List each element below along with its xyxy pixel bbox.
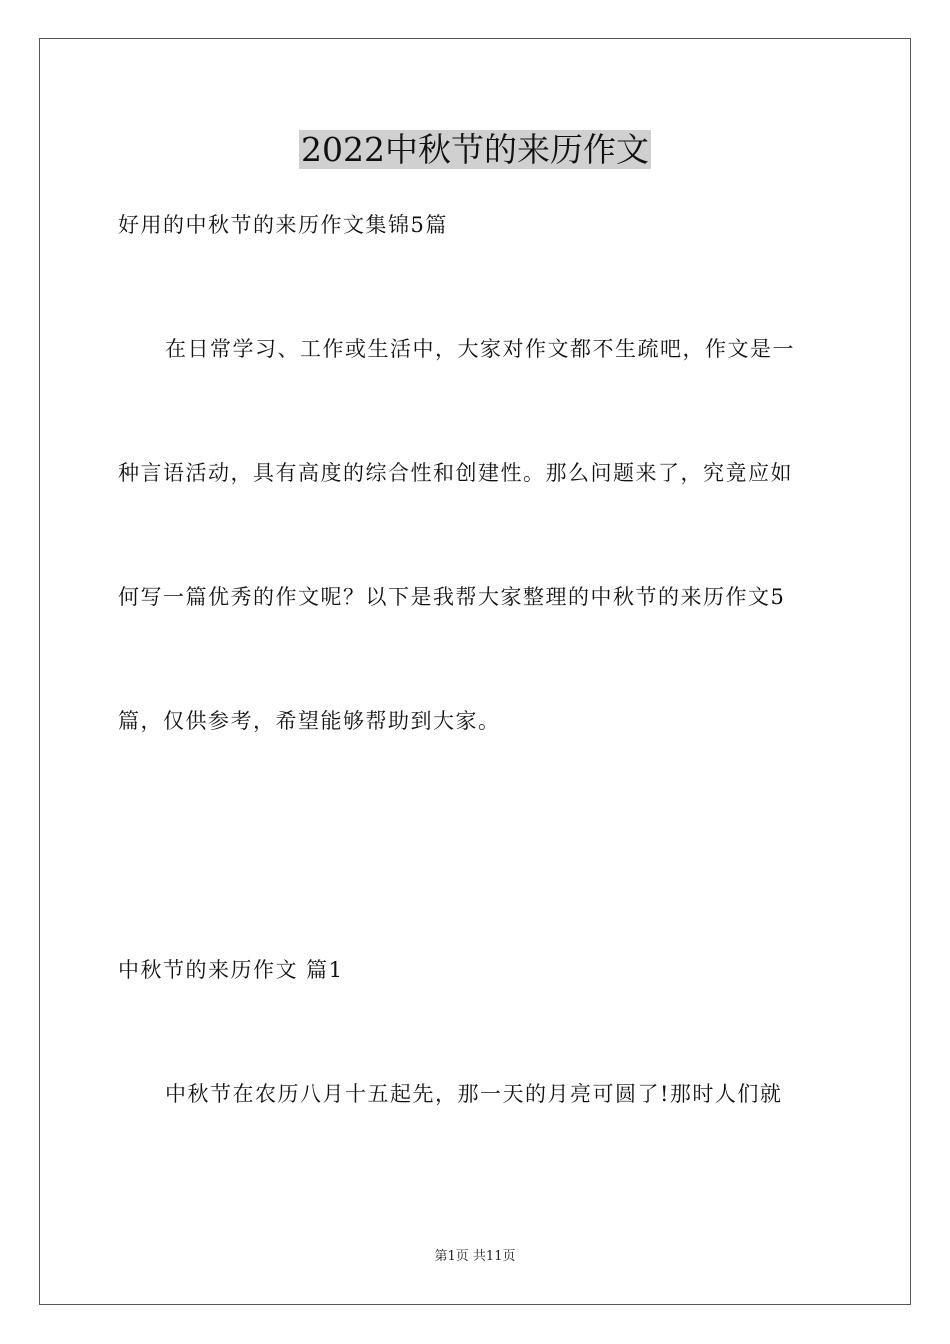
intro-line-3: 何写一篇优秀的作文呢？以下是我帮大家整理的中秋节的来历作文5 bbox=[118, 585, 786, 609]
section-paragraph-line: 中秋节在农历八月十五起先，那一天的月亮可圆了!那时人们就 bbox=[165, 1082, 783, 1106]
document-subtitle: 好用的中秋节的来历作文集锦5篇 bbox=[118, 213, 448, 237]
intro-line-1: 在日常学习、工作或生活中，大家对作文都不生疏吧，作文是一 bbox=[165, 337, 795, 361]
document-title-text: 2022中秋节的来历作文 bbox=[301, 130, 649, 169]
page-footer: 第1页 共11页 bbox=[434, 1249, 516, 1264]
section-heading: 中秋节的来历作文 篇1 bbox=[118, 958, 344, 982]
document-title bbox=[0, 128, 950, 172]
intro-line-4: 篇，仅供参考，希望能够帮助到大家。 bbox=[118, 709, 501, 733]
intro-line-2: 种言语活动，具有高度的综合性和创建性。那么问题来了，究竟应如 bbox=[118, 461, 793, 485]
